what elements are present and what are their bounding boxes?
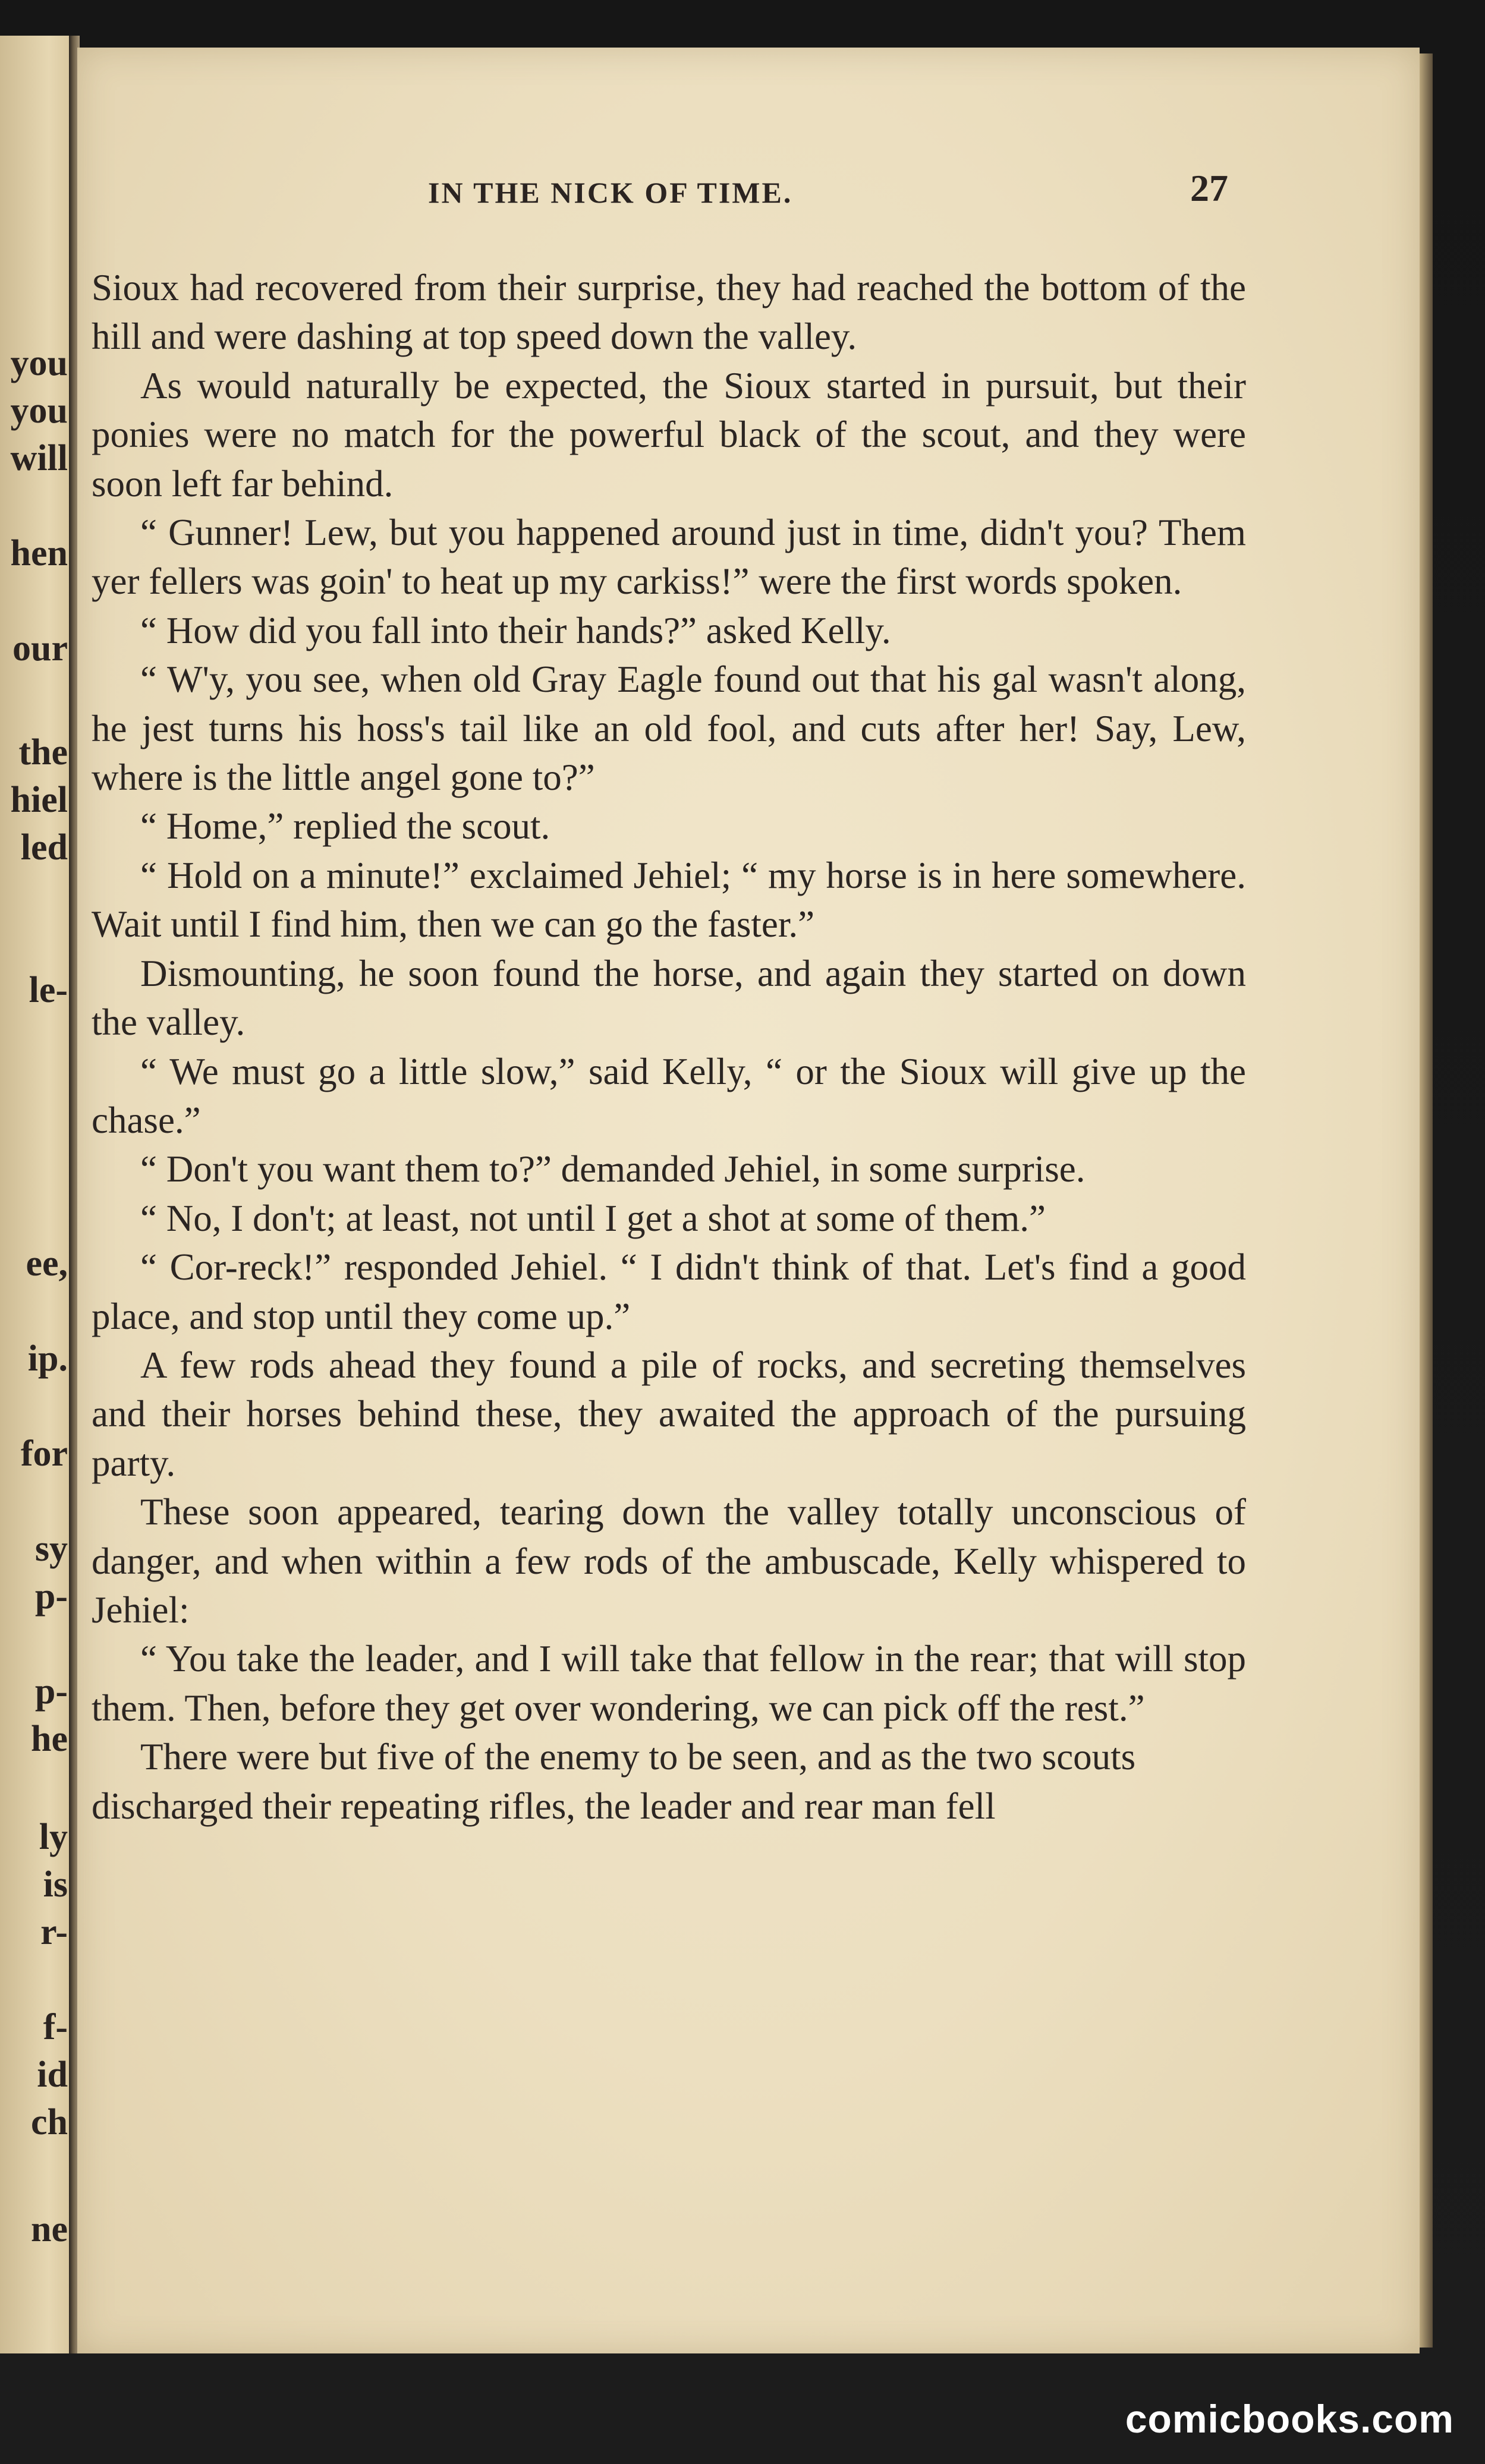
running-title: IN THE NICK OF TIME.: [428, 176, 793, 209]
paragraph: “ Cor-reck!” responded Jehiel. “ I didn't think of that. Let's find a good place, and stop until they come up.”: [92, 1246, 1246, 1337]
facing-page-fragment: r-: [40, 1912, 68, 1952]
paragraph: Sioux had recovered from their surprise, they had reached the bottom of the hill and were dashing at top speed down the valley.: [92, 267, 1246, 358]
facing-page-fragment: hen: [10, 533, 68, 574]
page-edge-shadow: [1420, 53, 1433, 2348]
facing-page-fragment: f-: [43, 2007, 68, 2047]
paragraph: There were but five of the enemy to be seen, and as the two scouts discharged their repeating rifles, the leader and rear man fell: [92, 1736, 1136, 1827]
facing-page-fragment: ly: [39, 1817, 68, 1857]
facing-page-fragment: id: [37, 2055, 68, 2095]
facing-page-fragment: led: [20, 827, 68, 868]
facing-page-fragment: you: [10, 343, 68, 383]
facing-page-fragment: he: [31, 1719, 68, 1759]
facing-page-fragment: sy: [34, 1529, 68, 1569]
facing-page-fragment: p-: [34, 1671, 68, 1712]
facing-page-fragment: ip.: [27, 1338, 68, 1379]
body-text: [92, 263, 1246, 1830]
facing-page-fragment: p-: [34, 1576, 68, 1617]
facing-page-fragment: will: [10, 438, 68, 478]
paragraph: A few rods ahead they found a pile of rocks, and secreting themselves and their horses behind these, they awaited the approach of the pursuing party.: [92, 1344, 1246, 1484]
paragraph: These soon appeared, tearing down the valley totally unconscious of danger, and when within a few rods of the ambuscade, Kelly whispered to Jehiel:: [92, 1491, 1246, 1631]
paragraph: “ No, I don't; at least, not until I get a shot at some of them.”: [140, 1197, 1046, 1239]
paragraph: “ We must go a little slow,” said Kelly, “ or the Sioux will give up the chase.”: [92, 1050, 1246, 1141]
facing-page-edge: [0, 36, 70, 2353]
facing-page-fragment: ne: [31, 2209, 68, 2249]
paragraph: “ You take the leader, and I will take that fellow in the rear; that will stop them. Then, before they get over wondering, we can pick off the rest.”: [92, 1638, 1246, 1729]
facing-page-fragment: you: [10, 390, 68, 431]
facing-page-fragment: the: [18, 732, 68, 773]
facing-page-fragment: our: [12, 628, 68, 669]
paragraph: “ Home,” replied the scout.: [140, 805, 550, 847]
paragraph: “ Gunner! Lew, but you happened around just in time, didn't you? Them yer fellers was goin' to heat up my carkiss!” were the first words spoken.: [92, 512, 1246, 603]
paragraph: “ W'y, you see, when old Gray Eagle found out that his gal wasn't along, he jest turns his hoss's tail like an old fool, and cuts after her! Say, Lew, where is the little angel gone to?”: [92, 658, 1246, 799]
site-watermark: comicbooks.com: [1125, 2397, 1454, 2441]
paragraph: “ Hold on a minute!” exclaimed Jehiel; “ my horse is in here somewhere. Wait until I find him, then we can go the faster.”: [92, 854, 1246, 946]
facing-page-fragment: for: [20, 1433, 68, 1474]
paragraph: “ How did you fall into their hands?” asked Kelly.: [140, 609, 891, 651]
paragraph: “ Don't you want them to?” demanded Jehiel, in some surprise.: [140, 1148, 1086, 1190]
facing-page-fragment: ee,: [26, 1243, 68, 1284]
paragraph: Dismounting, he soon found the horse, and again they started on down the valley.: [92, 952, 1246, 1044]
paragraph: As would naturally be expected, the Sioux started in pursuit, but their ponies were no match for the powerful black of the scout, and they were soon left far behind.: [92, 364, 1246, 505]
facing-page-fragment: ch: [31, 2102, 68, 2142]
facing-page-fragment: le-: [29, 970, 68, 1010]
page-number: 27: [1190, 167, 1228, 209]
facing-page-fragment: hiel: [10, 780, 68, 820]
facing-page-fragment: is: [43, 1864, 68, 1905]
